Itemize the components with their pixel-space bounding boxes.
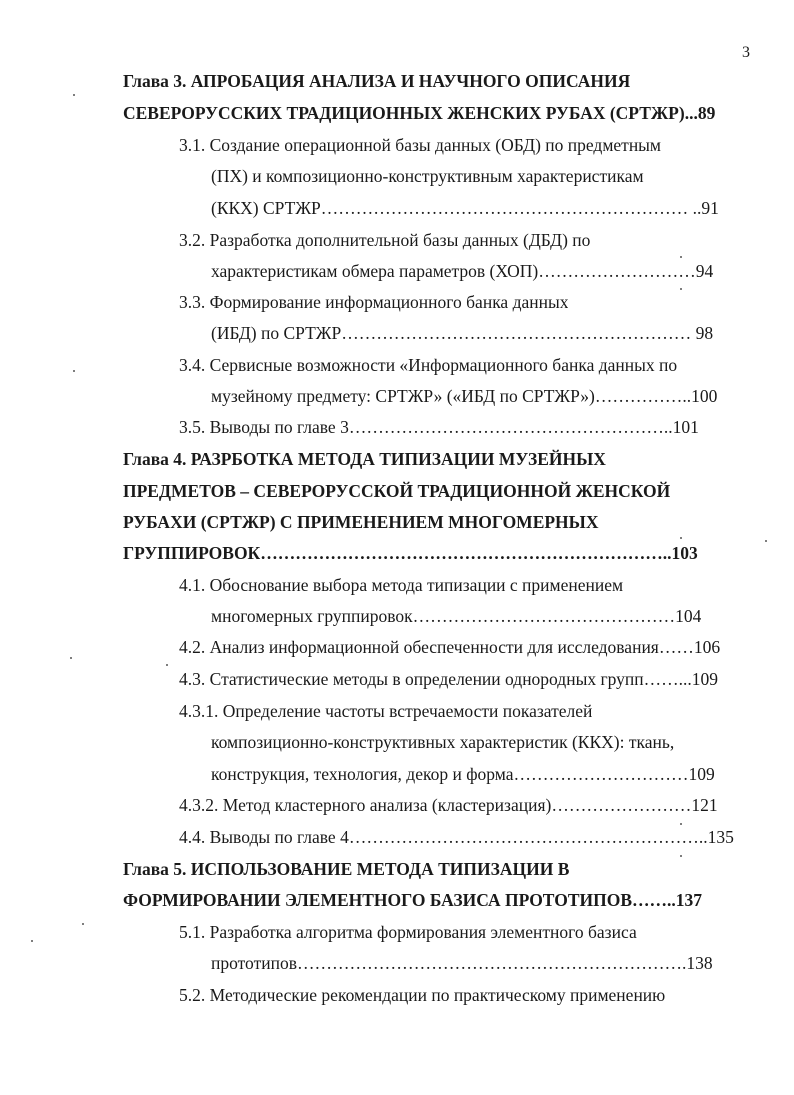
toc-3-5: 3.5. Выводы по главе 3………………………………………………..101 bbox=[179, 417, 699, 437]
toc-4-3-2: 4.3.2. Метод кластерного анализа (кластеризация)……………………121 bbox=[179, 795, 718, 815]
toc-3-4-line-2: музейному предмету: СРТЖР» («ИБД по СРТЖР»)……………..100 bbox=[211, 386, 718, 406]
toc-4-3-1-line-2: композиционно-конструктивных характеристик (ККХ): ткань, bbox=[211, 732, 675, 752]
toc-5-2-line-1: 5.2. Методические рекомендации по практическому применению bbox=[179, 985, 666, 1005]
scan-speck bbox=[73, 370, 75, 372]
scan-speck bbox=[680, 855, 682, 857]
toc-chapter-3-title-line-1: Глава 3. АПРОБАЦИЯ АНАЛИЗА И НАУЧНОГО ОПИСАНИЯ bbox=[123, 71, 631, 91]
toc-4-3-1-line-1: 4.3.1. Определение частоты встречаемости показателей bbox=[179, 701, 593, 721]
toc-3-2-line-2: характеристикам обмера параметров (ХОП)………………………94 bbox=[211, 261, 714, 281]
toc-4-3: 4.3. Статистические методы в определении однородных групп……...109 bbox=[179, 669, 719, 689]
scan-speck bbox=[166, 664, 168, 666]
scan-speck bbox=[680, 256, 682, 258]
toc-3-3-line-2: (ИБД) по СРТЖР…………………………………………………… 98 bbox=[211, 323, 714, 343]
scan-speck bbox=[680, 537, 682, 539]
scan-speck bbox=[73, 94, 75, 96]
scan-speck bbox=[765, 540, 767, 542]
toc-chapter-3-title-line-2: СЕВЕРОРУССКИХ ТРАДИЦИОННЫХ ЖЕНСКИХ РУБАХ (СРТЖР)...89 bbox=[123, 103, 716, 123]
toc-chapter-4-title-line-2: ПРЕДМЕТОВ – СЕВЕРОРУССКОЙ ТРАДИЦИОННОЙ ЖЕНСКОЙ bbox=[123, 481, 671, 501]
toc-chapter-5-title-line-1: Глава 5. ИСПОЛЬЗОВАНИЕ МЕТОДА ТИПИЗАЦИИ В bbox=[123, 859, 570, 879]
toc-4-4: 4.4. Выводы по главе 4……………………………………………………..135 bbox=[179, 827, 734, 847]
toc-chapter-4-title-line-4: ГРУППИРОВОК……………………………………………………………..103 bbox=[123, 543, 698, 563]
toc-4-2: 4.2. Анализ информационной обеспеченности для исследования……106 bbox=[179, 637, 721, 657]
toc-5-1-line-1: 5.1. Разработка алгоритма формирования элементного базиса bbox=[179, 922, 637, 942]
toc-4-1-line-1: 4.1. Обоснование выбора метода типизации с применением bbox=[179, 575, 624, 595]
scan-speck bbox=[31, 940, 33, 942]
toc-3-1-line-1: 3.1. Создание операционной базы данных (ОБД) по предметным bbox=[179, 135, 662, 155]
toc-4-1-line-2: многомерных группировок………………………………………104 bbox=[211, 606, 702, 626]
toc-3-1-line-2: (ПХ) и композиционно-конструктивным характеристикам bbox=[211, 166, 644, 186]
toc-3-3-line-1: 3.3. Формирование информационного банка данных bbox=[179, 292, 569, 312]
scan-speck bbox=[70, 657, 72, 659]
scan-speck bbox=[680, 288, 682, 290]
toc-3-4-line-1: 3.4. Сервисные возможности «Информационного банка данных по bbox=[179, 355, 678, 375]
scan-speck bbox=[82, 923, 84, 925]
toc-4-3-1-line-3: конструкция, технология, декор и форма…………………………109 bbox=[211, 764, 715, 784]
toc-chapter-4-title-line-1: Глава 4. РАЗРБОТКА МЕТОДА ТИПИЗАЦИИ МУЗЕЙНЫХ bbox=[123, 449, 606, 469]
page-number: 3 bbox=[742, 44, 750, 61]
toc-5-1-line-2: прототипов………………………………………………………….138 bbox=[211, 953, 713, 973]
toc-chapter-5-title-line-2: ФОРМИРОВАНИИ ЭЛЕМЕНТНОГО БАЗИСА ПРОТОТИПОВ……..137 bbox=[123, 890, 703, 910]
toc-3-2-line-1: 3.2. Разработка дополнительной базы данных (ДБД) по bbox=[179, 230, 591, 250]
toc-chapter-4-title-line-3: РУБАХИ (СРТЖР) С ПРИМЕНЕНИЕМ МНОГОМЕРНЫХ bbox=[123, 512, 599, 532]
scan-speck bbox=[680, 823, 682, 825]
toc-3-1-line-3: (ККХ) СРТЖР……………………………………………………… ..91 bbox=[211, 198, 719, 218]
